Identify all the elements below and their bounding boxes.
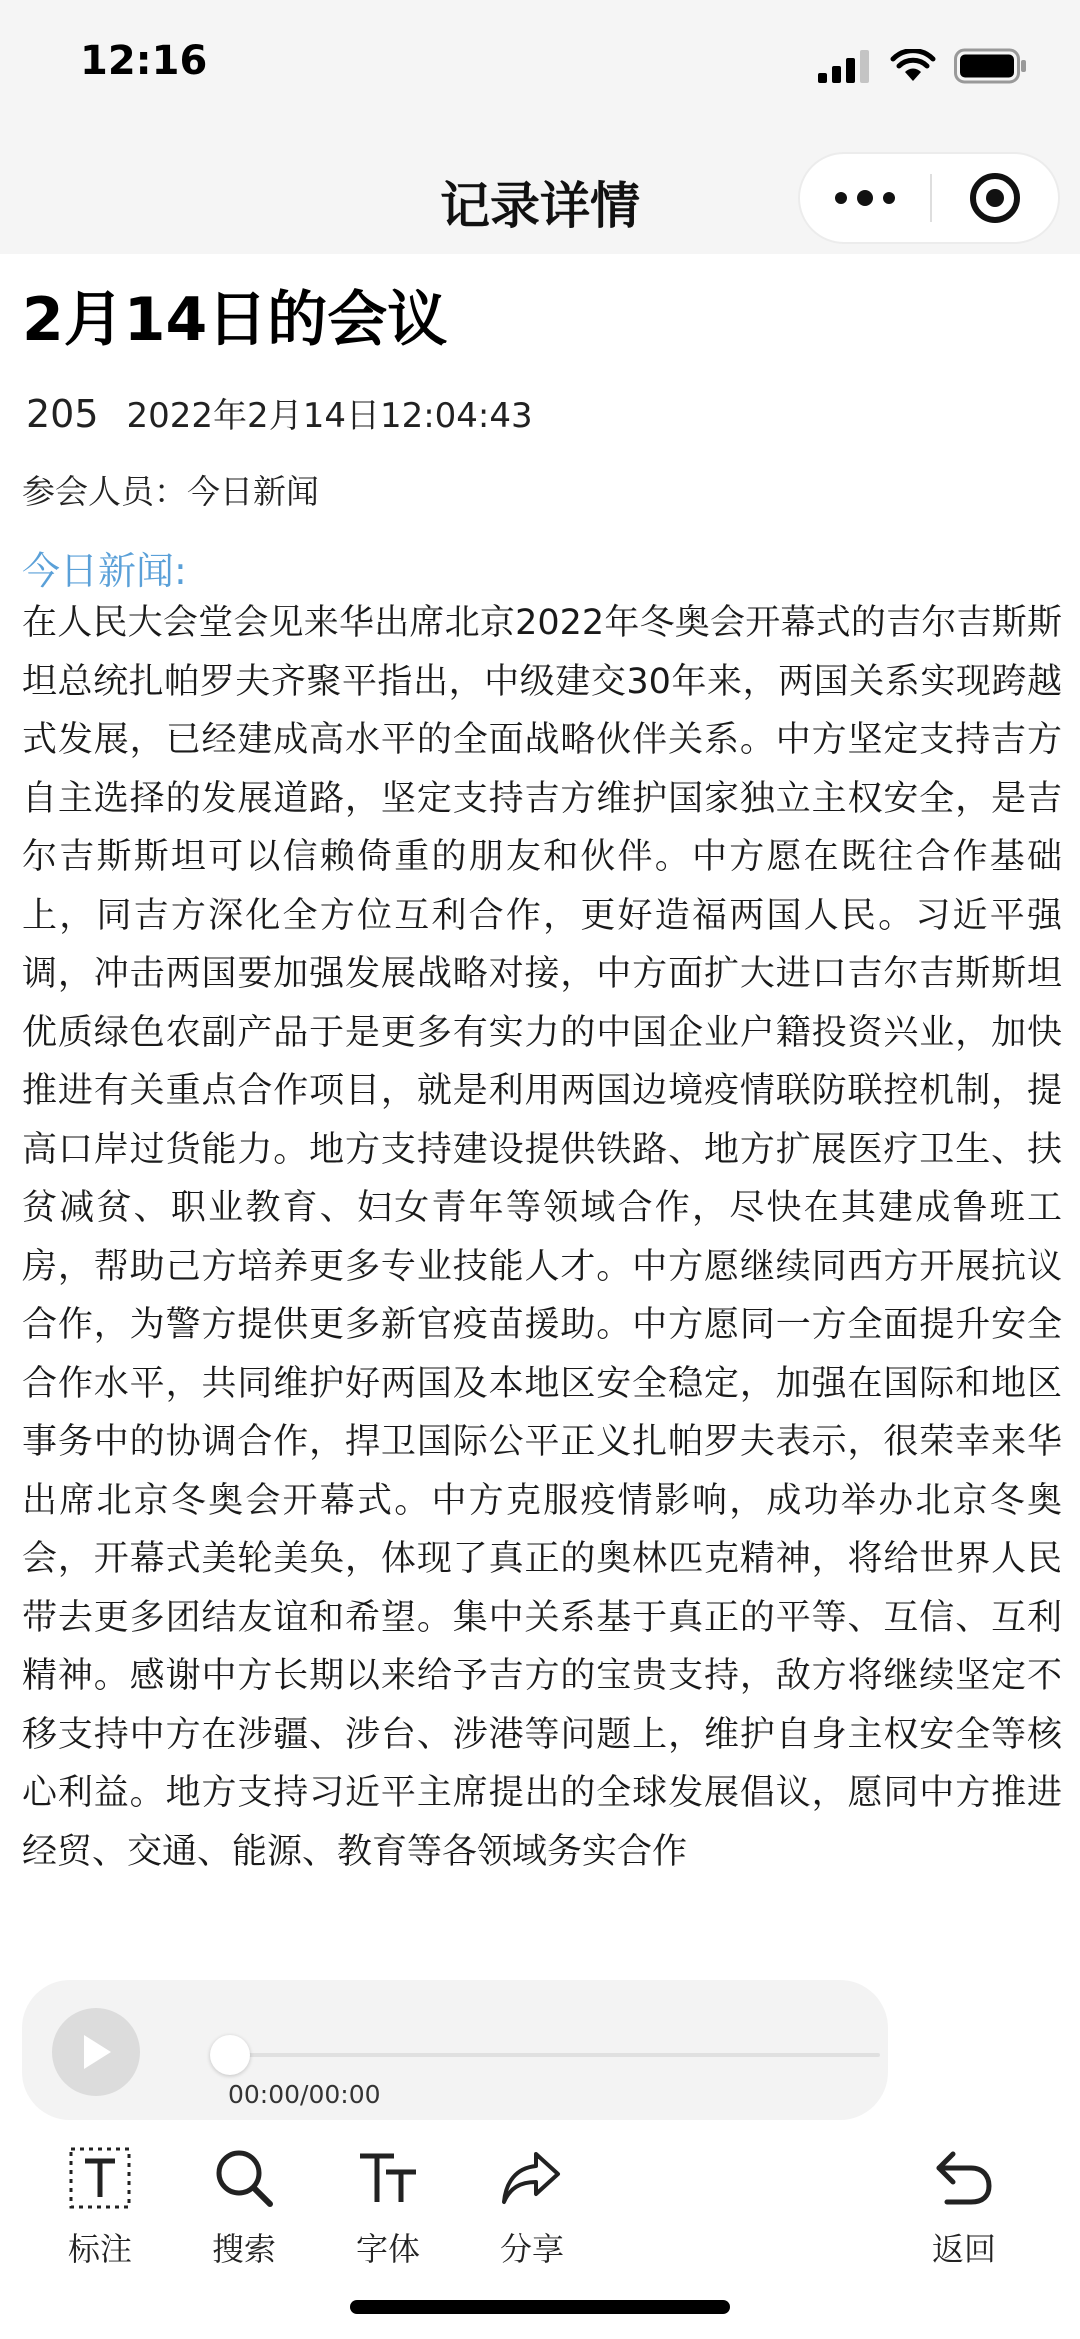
progress-thumb[interactable] (210, 2035, 250, 2075)
search-label: 搜索 (211, 2230, 276, 2268)
search-icon (212, 2146, 276, 2210)
play-icon (78, 2032, 114, 2072)
annotate-icon (67, 2145, 133, 2211)
speaker-label: 今日新闻: (22, 549, 187, 593)
font-button[interactable] (328, 2140, 448, 2270)
progress-track[interactable] (230, 2053, 880, 2057)
close-target-icon (967, 170, 1023, 226)
share-label: 分享 (499, 2230, 564, 2268)
wifi-icon (890, 49, 936, 83)
more-button[interactable] (800, 154, 930, 242)
font-label: 字体 (355, 2230, 420, 2268)
status-icons (818, 48, 1028, 84)
audio-player (22, 1980, 888, 2120)
home-indicator (350, 2300, 730, 2314)
back-label: 返回 (931, 2230, 996, 2268)
record-count: 205 (26, 392, 99, 436)
status-bar (0, 0, 1080, 140)
more-dot-icon (857, 190, 873, 206)
player-time: 00:00/00:00 (228, 2080, 381, 2109)
record-meta (26, 388, 533, 437)
more-dot-icon (835, 192, 847, 204)
share-icon (500, 2148, 564, 2208)
font-size-icon (356, 2148, 420, 2208)
page-title: 记录详情 (440, 177, 640, 235)
search-button[interactable] (184, 2140, 304, 2270)
nav-bar (0, 140, 1080, 254)
status-time: 12:16 (80, 38, 208, 84)
attendees: 参会人员：今日新闻 (22, 472, 319, 511)
battery-icon (954, 48, 1028, 84)
transcript-text: 在人民大会堂会见来华出席北京2022年冬奥会开幕式的吉尔吉斯斯坦总统扎帕罗夫齐聚平指出，中级建交30年来，两国关系实现跨越式发展，已经建成高水平的全面战略伙伴关系。中方坚定支持吉方自主选择的发展道路，坚定支持吉方维护国家独立主权安全，是吉尔吉斯斯坦可以信赖倚重的朋友和伙伴。中方愿在既往合作基础上，同吉方深化全方位互利合作，更好造福两国人民。习近平强调，冲击两国要加强发展战略对接，中方面扩大进口吉尔吉斯斯坦优质绿色农副产品于是更多有实力的中国企业户籍投资兴业，加快推进有关重点合作项目，就是利用两国边境疫情联防联控机制，提高口岸过货能力。地方支持建设提供铁路、地方扩展医疗卫生、扶贫减贫、职业教育、妇女青年等领域合作，尽快在其建成鲁班工房，帮助己方培养更多专业技能人才。中方愿继续同西方开展抗议合作，为警方提供更多新官疫苗援助。中方愿同一方全面提升安全合作水平，共同维护好两国及本地区安全稳定，加强在国际和地区事务中的协调合作，捍卫国际公平正义扎帕罗夫表示，很荣幸来华出席北京冬奥会开幕式。中方克服疫情影响，成功举办北京冬奥会，开幕式美轮美奂，体现了真正的奥林匹克精神，将给世界人民带去更多团结友谊和希望。集中关系基于真正的平等、互信、互利精神。感谢中方长期以来给予吉方的宝贵支持，敌方将继续坚定不移支持中方在涉疆、涉台、涉港等问题上，维护自身主权安全等核心利益。地方支持习近平主席提出的全球发展倡议，愿同中方推进经贸、交通、能源、教育等各领域务实合作 (22, 603, 1062, 1872)
more-dot-icon (883, 192, 895, 204)
share-button[interactable] (472, 2140, 592, 2270)
record-datetime: 2022年2月14日12:04:43 (126, 396, 533, 436)
annotate-label: 标注 (67, 2230, 132, 2268)
back-button[interactable] (904, 2140, 1024, 2270)
close-button[interactable] (932, 154, 1058, 242)
miniprogram-capsule (798, 152, 1060, 244)
record-title: 2月14日的会议 (22, 285, 448, 355)
back-arrow-icon (933, 2148, 995, 2208)
annotate-button[interactable] (40, 2140, 160, 2270)
signal-icon (818, 49, 872, 83)
play-button[interactable] (52, 2008, 140, 2096)
